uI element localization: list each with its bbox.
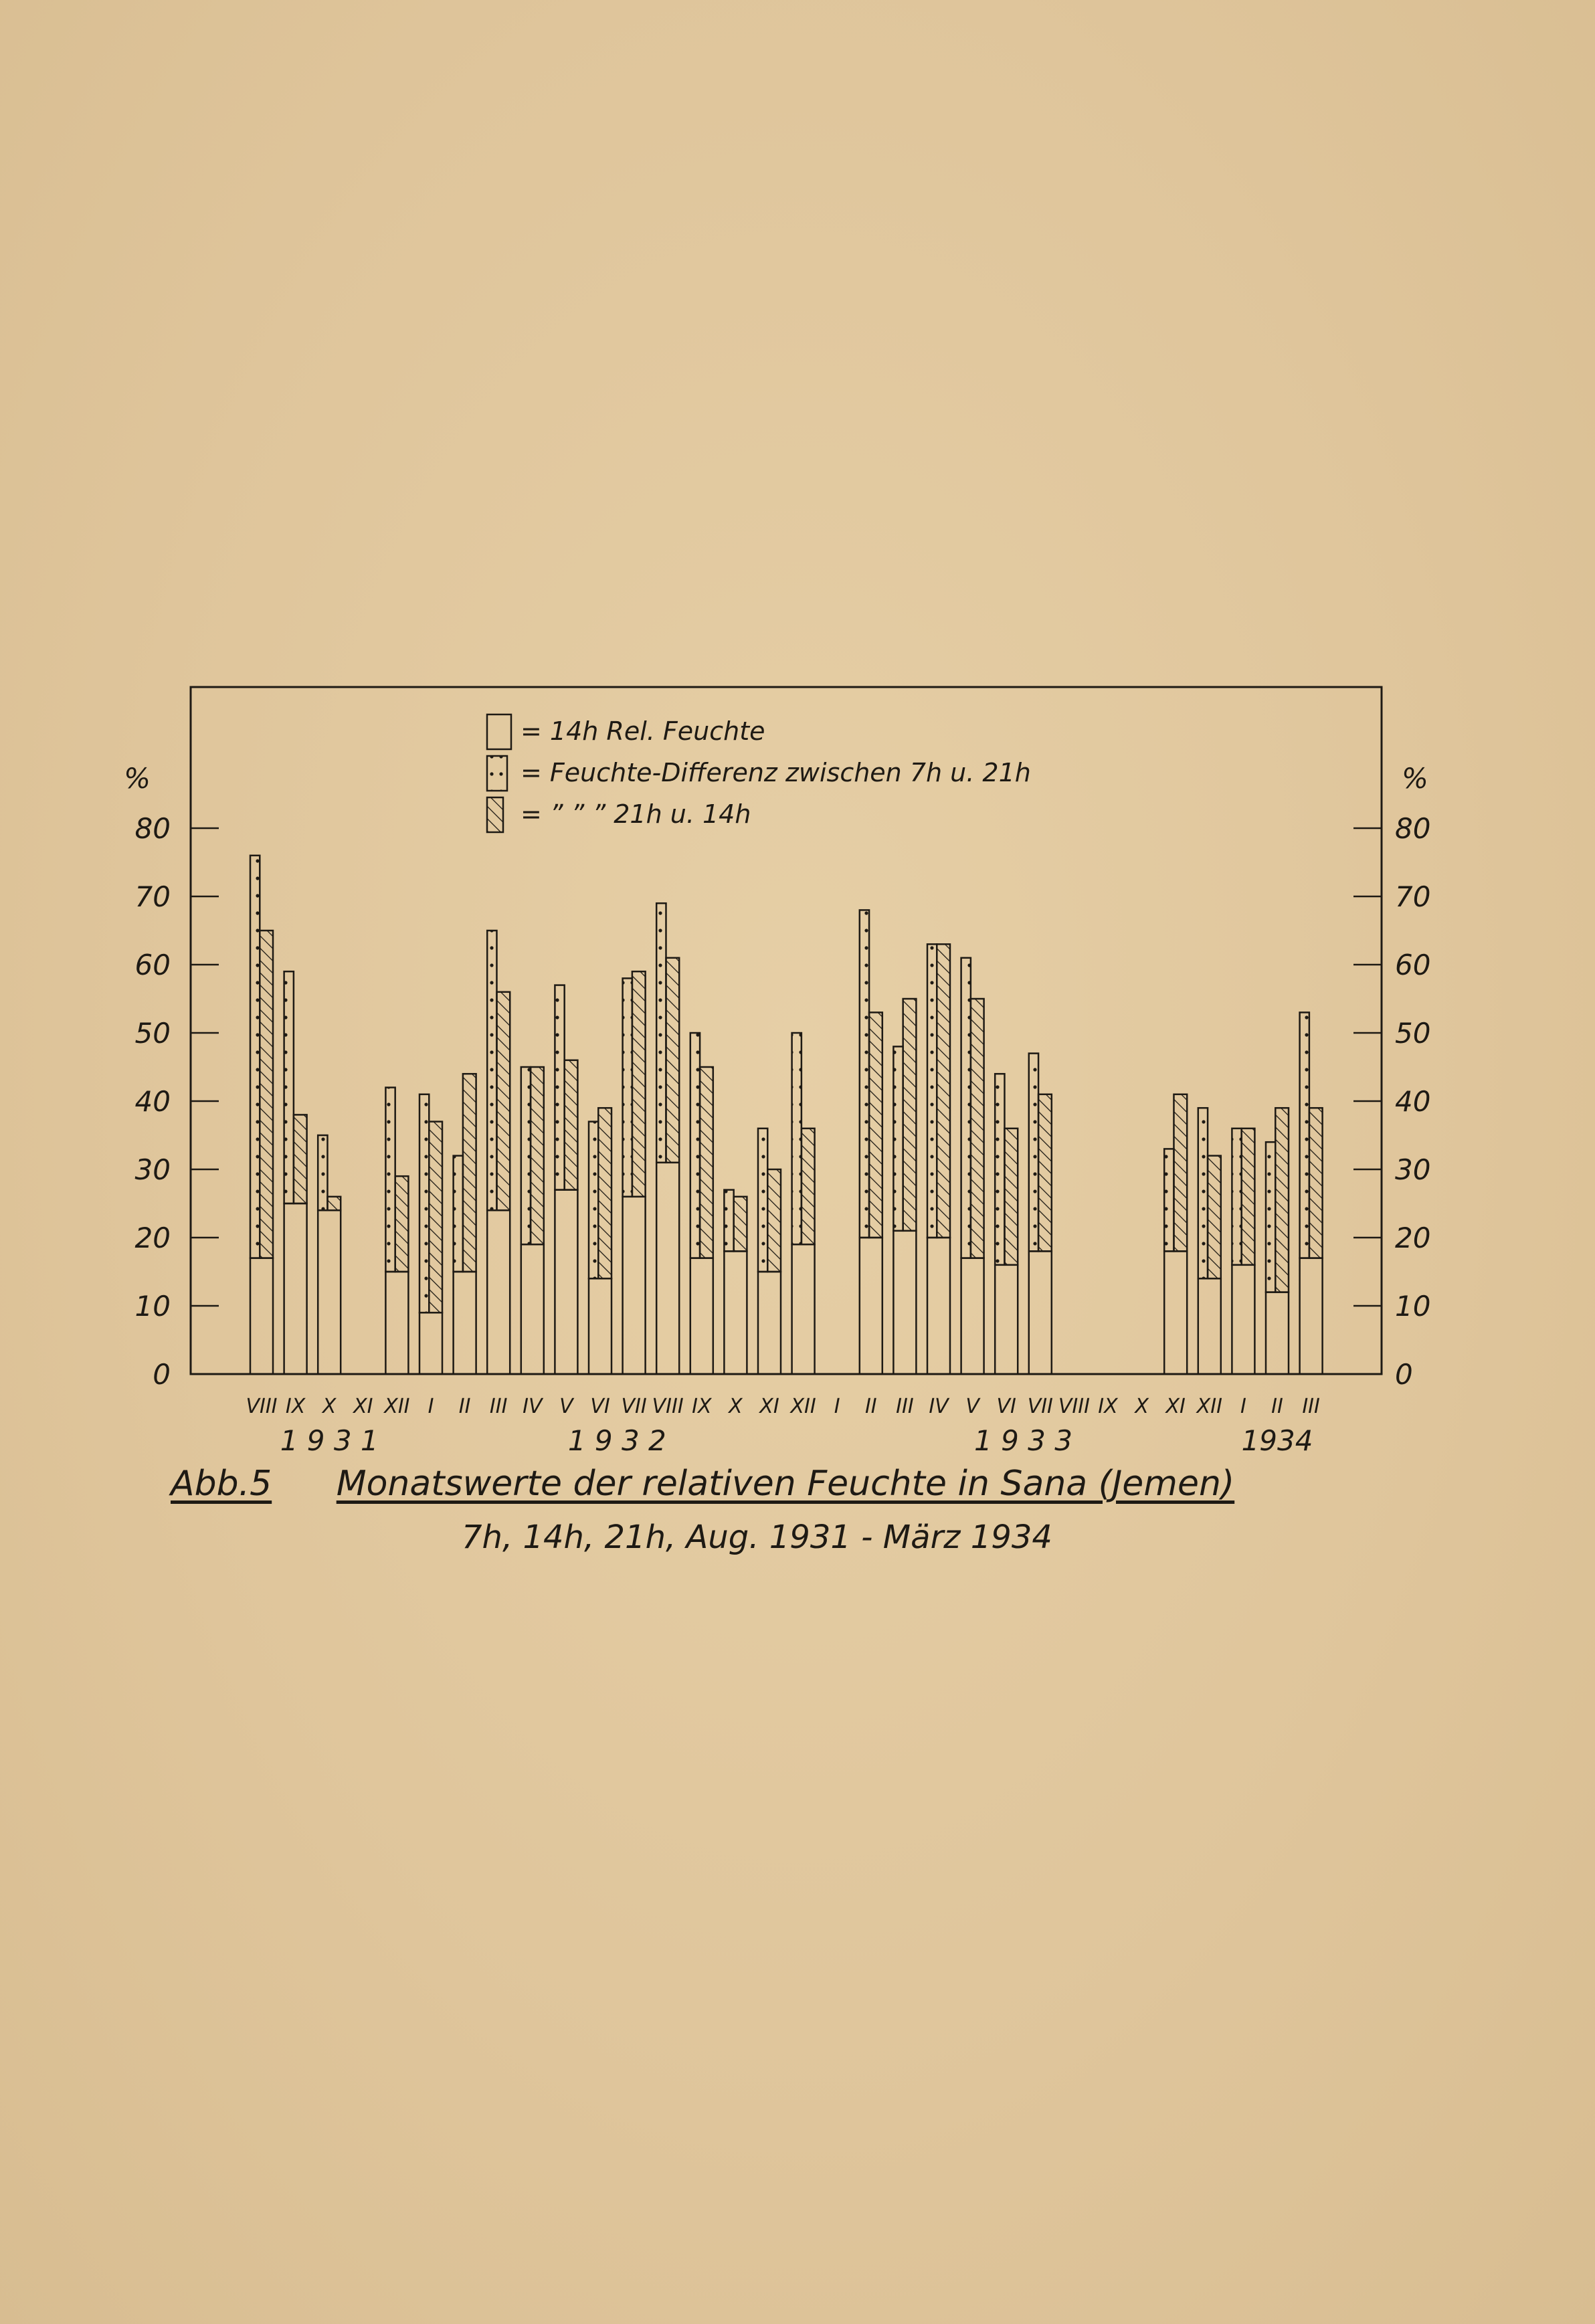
month-label: IV <box>929 1395 949 1418</box>
bar-hatched-21h <box>869 1012 882 1238</box>
bar-hatched-21h <box>565 1060 578 1190</box>
bar-hatched-21h <box>531 1067 544 1244</box>
year-label: 1 9 3 3 <box>974 1424 1072 1457</box>
bar-14h <box>961 1258 984 1374</box>
bar-14h <box>250 1258 273 1374</box>
legend-label-dotted: = Feuchte-Differenz zwischen 7h u. 21h <box>521 758 1031 787</box>
y-tick-label-left: 30 <box>134 1153 171 1186</box>
bar-dotted-7h <box>250 856 260 1258</box>
month-label: IX <box>692 1395 712 1418</box>
bar-dotted-7h <box>589 1122 598 1279</box>
month-label: VI <box>590 1395 610 1418</box>
bar-14h <box>656 1163 679 1374</box>
year-label: 1934 <box>1241 1424 1313 1457</box>
bar-14h <box>995 1265 1018 1374</box>
y-tick-label-right: 20 <box>1395 1222 1431 1254</box>
bar-14h <box>555 1190 577 1374</box>
bar-hatched-21h <box>1174 1094 1187 1252</box>
bar-hatched-21h <box>971 999 984 1258</box>
y-tick-label-right: 80 <box>1395 812 1431 845</box>
bar-hatched-21h <box>1309 1108 1323 1258</box>
bar-dotted-7h <box>927 944 937 1238</box>
month-label: X <box>322 1395 337 1418</box>
bar-dotted-7h <box>284 971 294 1203</box>
month-label: II <box>864 1395 877 1418</box>
month-label: VIII <box>652 1395 684 1418</box>
bar-14h <box>318 1210 341 1374</box>
y-tick-label-left: 20 <box>134 1222 171 1254</box>
bar-dotted-7h <box>1232 1129 1241 1265</box>
bar-hatched-21h <box>463 1074 476 1272</box>
bar-14h <box>385 1272 408 1374</box>
bar-14h <box>860 1238 882 1374</box>
bar-14h <box>1029 1251 1052 1374</box>
bar-hatched-21h <box>1038 1094 1052 1252</box>
bar-hatched-21h <box>496 992 510 1210</box>
caption-number: Abb.5 <box>171 1464 272 1504</box>
bar-dotted-7h <box>454 1156 463 1272</box>
month-label: II <box>458 1395 471 1418</box>
bar-dotted-7h <box>724 1190 733 1252</box>
bar-14h <box>1300 1258 1323 1374</box>
bar-dotted-7h <box>623 978 632 1196</box>
y-tick-label-right: 30 <box>1395 1153 1431 1186</box>
bar-dotted-7h <box>860 910 869 1238</box>
month-label: XII <box>384 1395 410 1418</box>
bar-dotted-7h <box>995 1074 1004 1265</box>
month-label: V <box>965 1395 979 1418</box>
bar-dotted-7h <box>419 1094 429 1313</box>
bar-dotted-7h <box>555 985 564 1190</box>
y-tick-label-right: 50 <box>1395 1017 1431 1050</box>
bar-dotted-7h <box>656 903 666 1163</box>
month-label: XI <box>759 1395 779 1418</box>
y-tick-label-right: 70 <box>1395 880 1431 913</box>
bar-14h <box>927 1238 950 1374</box>
month-label: I <box>1240 1395 1246 1418</box>
y-tick-label-left: 40 <box>134 1085 171 1118</box>
bar-14h <box>419 1313 442 1374</box>
month-label: III <box>896 1395 914 1418</box>
bar-hatched-21h <box>1275 1108 1289 1292</box>
y-tick-label-left: 0 <box>153 1358 171 1391</box>
bar-14h <box>1232 1265 1254 1374</box>
month-label: II <box>1271 1395 1283 1418</box>
bar-hatched-21h <box>802 1129 815 1244</box>
y-tick-label-left: 70 <box>134 880 171 913</box>
month-label: III <box>1302 1395 1320 1418</box>
bar-dotted-7h <box>1300 1012 1309 1258</box>
bar-14h <box>623 1197 646 1374</box>
chart-subtitle: 7h, 14h, 21h, Aug. 1931 - März 1934 <box>462 1519 1052 1556</box>
bar-14h <box>893 1231 916 1374</box>
bar-hatched-21h <box>937 944 950 1238</box>
bar-14h <box>724 1251 747 1374</box>
bar-hatched-21h <box>327 1197 341 1210</box>
bar-14h <box>792 1244 815 1374</box>
bar-hatched-21h <box>734 1197 747 1252</box>
bar-14h <box>690 1258 713 1374</box>
y-tick-label-right: 10 <box>1395 1290 1431 1323</box>
month-label: XII <box>790 1395 816 1418</box>
chart-title: Monatswerte der relativen Feuchte in Sana (Jemen) <box>336 1464 1235 1504</box>
bar-dotted-7h <box>690 1033 700 1258</box>
year-label: 1 9 3 1 <box>280 1424 379 1457</box>
y-tick-label-left: 60 <box>134 949 171 981</box>
month-label: VIII <box>246 1395 278 1418</box>
y-tick-label-right: 60 <box>1395 949 1431 981</box>
bar-14h <box>1164 1251 1187 1374</box>
y-tick-label-right: 40 <box>1395 1085 1431 1118</box>
month-label: VII <box>621 1395 647 1418</box>
bar-dotted-7h <box>961 958 971 1258</box>
legend-swatch-plain <box>487 714 511 749</box>
bar-dotted-7h <box>1266 1142 1275 1292</box>
figure-caption <box>171 1464 1234 1504</box>
y-tick-label-left: 10 <box>134 1290 171 1323</box>
legend-label-hatched: = ” ” ” 21h u. 14h <box>521 799 751 829</box>
legend-swatch-dotted <box>487 756 507 791</box>
month-label: IX <box>285 1395 306 1418</box>
bar-dotted-7h <box>521 1067 531 1244</box>
bar-14h <box>487 1210 510 1374</box>
month-label: XI <box>353 1395 373 1418</box>
month-label: X <box>729 1395 743 1418</box>
bar-hatched-21h <box>1208 1156 1221 1279</box>
bar-dotted-7h <box>318 1135 327 1210</box>
month-label: III <box>489 1395 508 1418</box>
bar-hatched-21h <box>903 999 917 1231</box>
month-label: IV <box>523 1395 543 1418</box>
month-label: V <box>559 1395 573 1418</box>
bar-14h <box>589 1278 612 1374</box>
y-axis-unit-right: % <box>1402 762 1428 795</box>
bar-hatched-21h <box>666 958 679 1163</box>
bar-dotted-7h <box>487 931 496 1210</box>
legend-swatch-hatched <box>487 797 503 832</box>
bar-dotted-7h <box>385 1088 395 1272</box>
bar-dotted-7h <box>758 1129 767 1272</box>
bar-14h <box>454 1272 476 1374</box>
bar-hatched-21h <box>598 1108 612 1278</box>
month-label: X <box>1135 1395 1149 1418</box>
legend-label-plain: = 14h Rel. Feuchte <box>521 716 765 746</box>
month-label: IX <box>1098 1395 1118 1418</box>
bar-dotted-7h <box>792 1033 802 1244</box>
y-tick-label-left: 50 <box>134 1017 171 1050</box>
bar-dotted-7h <box>1029 1054 1038 1252</box>
y-tick-label-right: 0 <box>1395 1358 1413 1391</box>
month-label: VI <box>996 1395 1016 1418</box>
month-label: XI <box>1165 1395 1186 1418</box>
bar-14h <box>521 1244 544 1374</box>
y-tick-label-left: 80 <box>134 812 171 845</box>
month-label: VIII <box>1058 1395 1090 1418</box>
bar-hatched-21h <box>767 1169 781 1272</box>
bar-hatched-21h <box>294 1115 307 1203</box>
bar-dotted-7h <box>1198 1108 1208 1278</box>
bar-14h <box>758 1272 781 1374</box>
bar-hatched-21h <box>1242 1129 1255 1265</box>
bar-hatched-21h <box>429 1122 442 1313</box>
bar-hatched-21h <box>260 931 273 1258</box>
year-label: 1 9 3 2 <box>567 1424 666 1457</box>
bar-dotted-7h <box>1164 1149 1174 1251</box>
bar-hatched-21h <box>632 971 646 1197</box>
month-label: XII <box>1196 1395 1222 1418</box>
bar-hatched-21h <box>1004 1129 1018 1265</box>
month-label: I <box>428 1395 434 1418</box>
bar-dotted-7h <box>893 1046 903 1230</box>
month-label: VII <box>1027 1395 1053 1418</box>
bar-hatched-21h <box>700 1067 713 1258</box>
bar-14h <box>1266 1292 1289 1374</box>
bar-14h <box>284 1203 307 1374</box>
y-axis-unit-left: % <box>124 762 151 795</box>
bar-14h <box>1198 1278 1221 1374</box>
month-label: I <box>834 1395 840 1418</box>
bar-hatched-21h <box>395 1176 409 1272</box>
